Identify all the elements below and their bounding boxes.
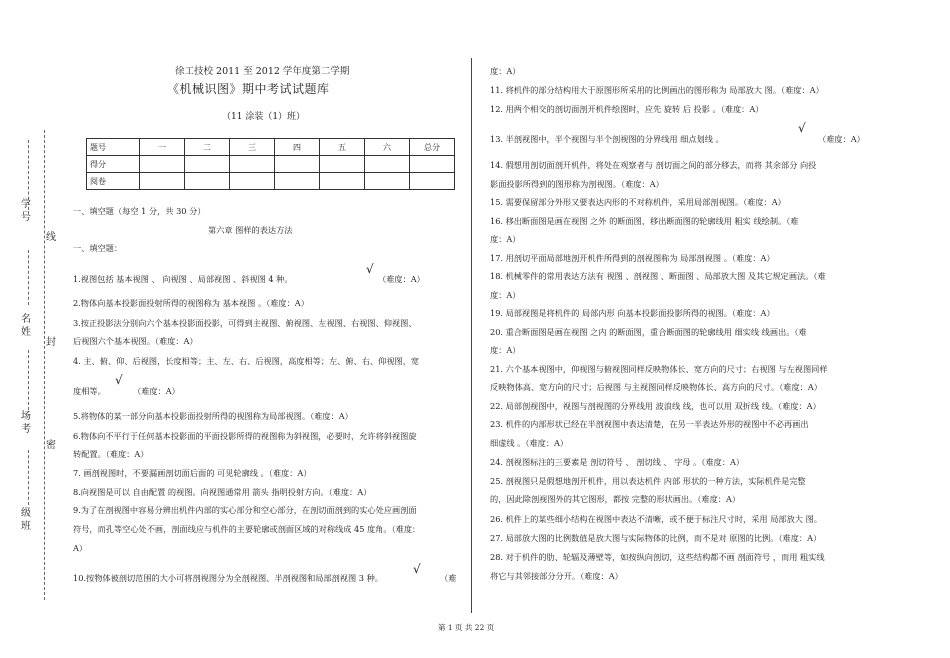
field-line-name bbox=[28, 250, 29, 305]
field-line-room bbox=[28, 350, 29, 410]
question-line: 10.按物体被剖切范围的大小可将剖视图分为全剖视图、半剖视图和局部剖视图 3 种。 bbox=[73, 573, 383, 583]
binding-mark-line: 线 bbox=[46, 232, 56, 243]
score-header-cell: 四 bbox=[275, 139, 320, 156]
question-line: 2.物体向基本投影面投射所得的视图称为 基本视图 。（难度：A） bbox=[73, 298, 309, 308]
question-line: 细虚线 。（难度：A） bbox=[490, 438, 569, 448]
score-row-label: 得分 bbox=[87, 156, 140, 173]
question-line: （难度：A） bbox=[818, 134, 865, 144]
question-line: （难 bbox=[440, 573, 457, 583]
question-line: 23. 机件的内部形状已经在半剖视图中表达清楚，在另一半表达外形的视图中不必再画出 bbox=[490, 419, 809, 429]
check-mark-icon: √ bbox=[115, 373, 123, 387]
question-line: 18. 机械零件的常用表达方法有 视图 、剖视图 、断面图 、局部放大图 及其它规定画法。（难 bbox=[490, 271, 826, 281]
question-line: 度：A） bbox=[490, 234, 521, 244]
question-line: 3.按正投影法分别向六个基本投影面投影，可得到主视图、俯视图、左视图、右视图、仰视图、 bbox=[73, 318, 417, 328]
question-line: 16. 移出断面图是画在视图 之外 的断面图，移出断面图的轮廓线用 粗实 线绘制。（难 bbox=[490, 216, 799, 226]
question-line: 7. 画剖视图时，不要漏画剖切面后面的 可见轮廓线 。（难度：A） bbox=[73, 468, 312, 478]
check-mark-icon: √ bbox=[366, 262, 374, 276]
subheading: 一、填空题： bbox=[73, 243, 123, 253]
score-header-cell: 总分 bbox=[410, 139, 455, 156]
question-line: 5.将物体的某一部分向基本投影面投射所得的视图称为局部视图。（难度：A） bbox=[73, 411, 353, 421]
class-label: （11 涂装（1）班） bbox=[222, 112, 306, 122]
student-id-label: 学号 bbox=[21, 199, 31, 223]
check-mark-icon: √ bbox=[413, 562, 421, 576]
question-line: 15. 需要保留部分外形又要表达内形的不对称机件，采用局部剖视图。（难度：A） bbox=[490, 197, 786, 207]
question-line: 20. 重合断面图是画在视图 之内 的断面图，重合断面图的轮廓线用 细实线 线画出。（难 bbox=[490, 327, 807, 337]
question-line: 28. 对于机件的肋、轮辐及薄壁等，如按纵向剖切，这些结构都不画 剖面符号 ，而用 粗实线 bbox=[490, 552, 825, 562]
question-line: 22. 局部剖视图中，视图与剖视图的分界线用 波浪线 线，也可以用 双折线 线。（难度：A） bbox=[490, 401, 821, 411]
question-line: 的，因此除剖视图外的其它图形，都按 完整的形状画出。（难度：A） bbox=[490, 494, 741, 504]
question-line: 19. 局部视图是将机件的 局部内形 向基本投影面投影所得的视图。（难度：A） bbox=[490, 308, 775, 318]
binding-mark-seal: 封 bbox=[46, 337, 56, 348]
score-header-cell: 二 bbox=[185, 139, 230, 156]
column-divider bbox=[471, 58, 472, 613]
question-line: A） bbox=[73, 543, 88, 553]
question-line: 8.向视图是可以 自由配置 的视图。向视图通常用 箭头 指明投射方向。（难度：A） bbox=[73, 487, 372, 497]
grader-row bbox=[87, 173, 455, 190]
question-line: 27. 局部放大图的比例数值是放大图与实际物体的比例，而不是对 原图的比例。（难度：A） bbox=[490, 533, 822, 543]
question-line: 度：A） bbox=[490, 66, 521, 76]
score-header-cell: 题号 bbox=[87, 139, 140, 156]
score-header-cell: 五 bbox=[320, 139, 365, 156]
question-line: 4. 主、俯、仰、后视图，长度相等；主、左、右、后视图，高度相等；左、俯、右、仰视图，宽 bbox=[73, 356, 420, 366]
grader-row-label: 阅卷 bbox=[87, 173, 140, 190]
chapter-heading: 第六章 图样的表达方法 bbox=[208, 225, 293, 235]
score-header-cell: 一 bbox=[140, 139, 185, 156]
score-table-header-row bbox=[87, 139, 455, 156]
field-line-class bbox=[28, 450, 29, 505]
question-line: 后视图六个基本视图。（难度：A） bbox=[73, 336, 198, 346]
question-line: 度：A） bbox=[490, 290, 521, 300]
question-line: 9.为了在剖视图中容易分辨出机件内部的实心部分和空心部分，在剖切面剖到的实心处应画剖面 bbox=[73, 505, 417, 515]
question-line: 1.视图包括 基本视图 、 向视图 、局部视图 、斜视图 4 种。 bbox=[73, 274, 293, 284]
exam-title: 《机械识图》期中考试试题库 bbox=[167, 82, 330, 96]
score-row bbox=[87, 156, 455, 173]
question-line: 21. 六个基本视图中，仰视图与俯视图同样反映物体长、宽方向的尺寸；右视图 与左视图同样 bbox=[490, 364, 828, 374]
student-name-label: 名姓 bbox=[21, 314, 31, 338]
question-line: （难度：A） bbox=[133, 386, 180, 396]
question-line: 反映物体高、宽方向的尺寸；后视图 与主视图同样反映物体长、高方向的尺寸。（难度：A） bbox=[490, 382, 822, 392]
question-line: 影面投影所得到的图形称为剖视图。（难度：A） bbox=[490, 179, 664, 189]
page-number: 第 1 页 共 22 页 bbox=[438, 623, 495, 632]
question-line: 将它与其邻接部分分开。（难度：A） bbox=[490, 571, 623, 581]
question-line: 度相等。 bbox=[73, 386, 106, 396]
score-header-cell: 三 bbox=[230, 139, 275, 156]
question-line: 13. 半剖视图中，半个视图与半个剖视图的分界线用 细点划线 。 bbox=[490, 134, 724, 144]
class-field-label: 级班 bbox=[21, 508, 31, 532]
score-header-cell: 六 bbox=[365, 139, 410, 156]
question-line: （难度：A） bbox=[378, 274, 425, 284]
binding-mark-secret: 密 bbox=[46, 440, 56, 451]
question-line: 14. 假想用剖切面剖开机件，将处在观察者与 剖切面之间的部分移去，而将 其余部分 向投 bbox=[490, 160, 817, 170]
section-heading: 一、填空题（每空 1 分，共 30 分） bbox=[73, 206, 206, 216]
question-line: 17. 用剖切平面局部地剖开机件所得到的剖视图称为 局部剖视图 。（难度：A） bbox=[490, 253, 775, 263]
question-line: 24. 剖视图标注的三要素是 剖切符号 、 剖切线 、 字母 。（难度：A） bbox=[490, 457, 745, 467]
check-mark-icon: √ bbox=[798, 121, 806, 135]
binding-dashed-line bbox=[44, 130, 45, 600]
exam-room-label: 场考 bbox=[21, 411, 31, 435]
score-table bbox=[86, 138, 455, 190]
question-line: 12. 用两个相交的剖切面剖开机件绘图时，应先 旋转 后 投影 。（难度：A） bbox=[490, 104, 764, 114]
question-line: 25. 剖视图只是假想地剖开机件，用以表达机件 内部 形状的一种方法，实际机件是完整 bbox=[490, 476, 806, 486]
exam-header-school: 徐工技校 2011 至 2012 学年度第二学期 bbox=[175, 66, 350, 77]
question-line: 符号，而孔等空心处不画，剖面线应与机件的主要轮廓或剖面区域的对称线成 45 度角。（难度： bbox=[73, 524, 421, 534]
question-line: 26. 机件上的某些细小结构在视图中表达不清晰，或不便于标注尺寸时，采用 局部放大 图。 bbox=[490, 514, 822, 524]
question-line: 6.物体向不平行于任何基本投影面的平面投影所得的视图称为斜视图，必要时，允许将斜视图旋 bbox=[73, 431, 417, 441]
question-line: 转配置。（难度：A） bbox=[73, 449, 149, 459]
question-line: 度：A） bbox=[490, 345, 521, 355]
question-line: 11. 将机件的部分结构用大于原图形所采用的比例画出的图形称为 局部放大 图。（难度：A） bbox=[490, 85, 824, 95]
